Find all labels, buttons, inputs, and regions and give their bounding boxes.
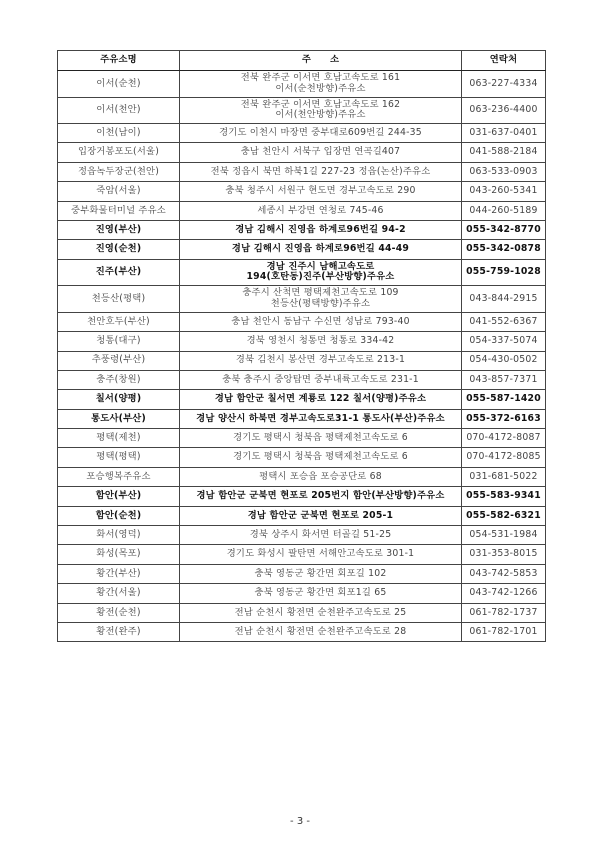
phone-cell: 041-552-6367	[462, 312, 546, 331]
table-row	[58, 370, 546, 389]
phone-cell: 055-342-8770	[462, 220, 546, 239]
address-cell: 전북 완주군 이서면 호남고속도로 161 이서(순천방향)주유소	[180, 71, 462, 98]
phone-cell: 061-782-1701	[462, 622, 546, 641]
address-cell: 전북 완주군 이서면 호남고속도로 162 이서(천안방향)주유소	[180, 97, 462, 124]
phone-cell: 070-4172-8085	[462, 448, 546, 467]
station-name-cell: 화서(영덕)	[58, 526, 180, 545]
address-cell: 경기도 화성시 팔탄면 서해안고속도로 301-1	[180, 545, 462, 564]
table-row	[58, 467, 546, 486]
station-name-cell: 천안호두(부산)	[58, 312, 180, 331]
phone-cell: 070-4172-8087	[462, 429, 546, 448]
table-row	[58, 603, 546, 622]
address-cell: 전북 정읍시 북면 하북1길 227-23 정읍(논산)주유소	[180, 162, 462, 181]
address-cell: 경남 함안군 군북면 현포로 205-1	[180, 506, 462, 525]
station-name-cell: 황간(부산)	[58, 564, 180, 583]
station-name-cell: 천등산(평택)	[58, 286, 180, 313]
station-name-cell: 황간(서울)	[58, 584, 180, 603]
station-name-cell: 평택(평택)	[58, 448, 180, 467]
phone-cell: 043-260-5341	[462, 182, 546, 201]
station-name-cell: 황전(완주)	[58, 622, 180, 641]
phone-cell: 063-227-4334	[462, 71, 546, 98]
table-row	[58, 312, 546, 331]
header-phone: 연락처	[462, 51, 546, 71]
phone-cell: 054-430-0502	[462, 351, 546, 370]
phone-cell: 044-260-5189	[462, 201, 546, 220]
table-row	[58, 526, 546, 545]
table-row	[58, 409, 546, 428]
phone-cell: 055-583-9341	[462, 487, 546, 506]
station-name-cell: 청통(대구)	[58, 332, 180, 351]
address-cell: 경기도 평택시 청북읍 평택제천고속도로 6	[180, 448, 462, 467]
phone-cell: 054-337-5074	[462, 332, 546, 351]
address-cell: 전남 순천시 황전면 순천완주고속도로 28	[180, 622, 462, 641]
table-row	[58, 506, 546, 525]
station-name-cell: 진영(부산)	[58, 220, 180, 239]
address-cell: 경기도 이천시 마장면 중부대로609번길 244-35	[180, 124, 462, 143]
phone-cell: 055-759-1028	[462, 259, 546, 286]
phone-cell: 054-531-1984	[462, 526, 546, 545]
table-row	[58, 143, 546, 162]
header-station-name: 주유소명	[58, 51, 180, 71]
phone-cell: 043-742-5853	[462, 564, 546, 583]
station-name-cell: 중부화물터미널 주유소	[58, 201, 180, 220]
table-row	[58, 124, 546, 143]
table-row	[58, 622, 546, 641]
station-name-cell: 칠서(양평)	[58, 390, 180, 409]
phone-cell: 043-742-1266	[462, 584, 546, 603]
station-name-cell: 입장거봉포도(서울)	[58, 143, 180, 162]
table-row	[58, 332, 546, 351]
address-cell: 경북 상주시 화서면 터골길 51-25	[180, 526, 462, 545]
address-cell: 경남 함안군 칠서면 계룡로 122 칠서(양평)주유소	[180, 390, 462, 409]
table-row	[58, 220, 546, 239]
address-cell: 충남 천안시 동남구 수신면 성남로 793-40	[180, 312, 462, 331]
table-row	[58, 162, 546, 181]
address-cell: 경기도 평택시 청북읍 평택제천고속도로 6	[180, 429, 462, 448]
station-name-cell: 포승행복주유소	[58, 467, 180, 486]
table-header-row	[58, 51, 546, 71]
address-cell: 전남 순천시 황전면 순천완주고속도로 25	[180, 603, 462, 622]
address-cell: 경북 김천시 봉산면 경부고속도로 213-1	[180, 351, 462, 370]
station-name-cell: 화성(목포)	[58, 545, 180, 564]
station-name-cell: 추풍령(부산)	[58, 351, 180, 370]
station-name-cell: 이천(남이)	[58, 124, 180, 143]
phone-cell: 063-533-0903	[462, 162, 546, 181]
station-name-cell: 정읍녹두장군(천안)	[58, 162, 180, 181]
station-name-cell: 이서(순천)	[58, 71, 180, 98]
station-name-cell: 이서(천안)	[58, 97, 180, 124]
address-cell: 충주시 산척면 평택제천고속도로 109 천등산(평택방향)주유소	[180, 286, 462, 313]
address-cell: 경남 함안군 군북면 현포로 205번지 함안(부산방향)주유소	[180, 487, 462, 506]
station-name-cell: 함안(순천)	[58, 506, 180, 525]
station-name-cell: 통도사(부산)	[58, 409, 180, 428]
phone-cell: 031-637-0401	[462, 124, 546, 143]
address-cell: 세종시 부강면 연청로 745-46	[180, 201, 462, 220]
phone-cell: 031-353-8015	[462, 545, 546, 564]
table-row	[58, 286, 546, 313]
address-cell: 경남 진주시 남해고속도로 194(호탄동)진주(부산방향)주유소	[180, 259, 462, 286]
table-row	[58, 71, 546, 98]
address-cell: 경남 양산시 하북면 경부고속도로31-1 통도사(부산)주유소	[180, 409, 462, 428]
address-cell: 충북 영동군 황간면 회포길 102	[180, 564, 462, 583]
gas-station-table	[57, 50, 546, 642]
address-cell: 경남 김해시 진영읍 하계로96번길 94-2	[180, 220, 462, 239]
table-row	[58, 201, 546, 220]
station-name-cell: 진영(순천)	[58, 240, 180, 259]
table-row	[58, 351, 546, 370]
table-row	[58, 584, 546, 603]
phone-cell: 041-588-2184	[462, 143, 546, 162]
table-row	[58, 429, 546, 448]
phone-cell: 055-342-0878	[462, 240, 546, 259]
table-row	[58, 564, 546, 583]
table-row	[58, 182, 546, 201]
station-name-cell: 진주(부산)	[58, 259, 180, 286]
address-cell: 평택시 포승읍 포승공단로 68	[180, 467, 462, 486]
address-cell: 충북 영동군 황간면 회포1길 65	[180, 584, 462, 603]
table-row	[58, 259, 546, 286]
phone-cell: 055-372-6163	[462, 409, 546, 428]
address-cell: 경남 김해시 진영읍 하계로96번길 44-49	[180, 240, 462, 259]
table-row	[58, 448, 546, 467]
station-name-cell: 죽암(서울)	[58, 182, 180, 201]
address-cell: 충북 청주시 서원구 현도면 경부고속도로 290	[180, 182, 462, 201]
header-address: 주 소	[180, 51, 462, 71]
address-cell: 충남 천안시 서북구 입장면 연곡길407	[180, 143, 462, 162]
station-name-cell: 평택(제천)	[58, 429, 180, 448]
phone-cell: 063-236-4400	[462, 97, 546, 124]
address-cell: 충북 충주시 중앙탑면 중부내륙고속도로 231-1	[180, 370, 462, 389]
station-name-cell: 충주(창원)	[58, 370, 180, 389]
phone-cell: 061-782-1737	[462, 603, 546, 622]
table-row	[58, 545, 546, 564]
table-row	[58, 390, 546, 409]
address-cell: 경북 영천시 청통면 청통로 334-42	[180, 332, 462, 351]
phone-cell: 043-844-2915	[462, 286, 546, 313]
phone-cell: 055-587-1420	[462, 390, 546, 409]
table-row	[58, 487, 546, 506]
page-number: - 3 -	[290, 816, 310, 827]
phone-cell: 043-857-7371	[462, 370, 546, 389]
phone-cell: 031-681-5022	[462, 467, 546, 486]
table-row	[58, 97, 546, 124]
station-name-cell: 함안(부산)	[58, 487, 180, 506]
phone-cell: 055-582-6321	[462, 506, 546, 525]
station-name-cell: 황전(순천)	[58, 603, 180, 622]
table-row	[58, 240, 546, 259]
